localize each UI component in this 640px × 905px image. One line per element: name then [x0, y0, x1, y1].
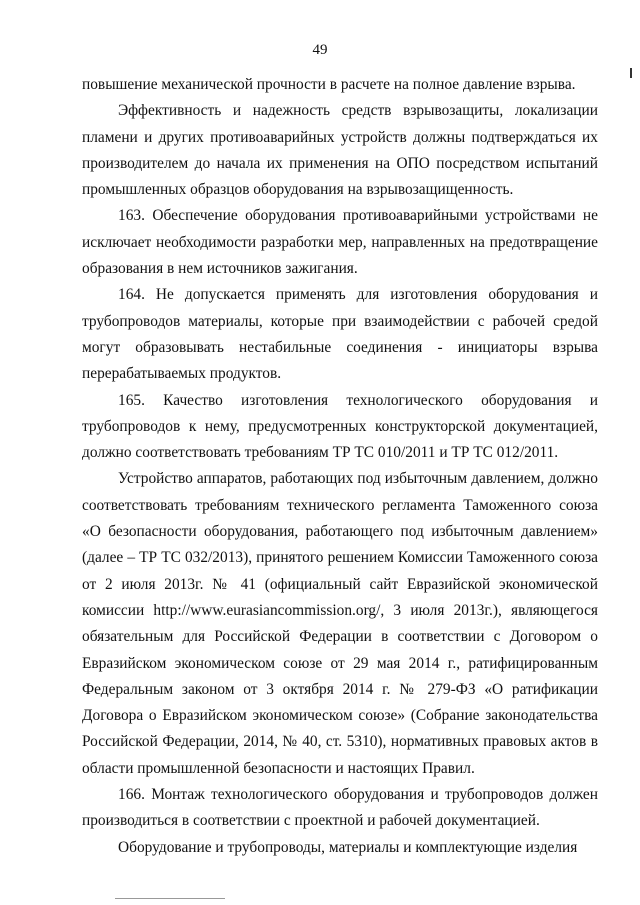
page-number: 49 [312, 42, 328, 58]
paragraph-pressure-vessels: Устройство аппаратов, работающих под избыточным давлением, должно соответствовать требованиям технического регламента Таможенного союза «О безопасности оборудования, работающего под избыточным давлением» (далее – ТР ТС 032/2013), принятого решением Комиссии Таможенного союза от 2 июля 2013г. № 41 (официальный сайт Евразийской экономической комиссии http://www.eurasiancommission.org/, 3 июля 2013г.), являющегося обязательным для Российской Федерации в соответствии с Договором о Евразийском экономическом союзе от 29 мая 2014 г., ратифицированным Федеральным законом от 3 октября 2014 г. № 279-ФЗ «О ратификации Договора о Евразийском экономическом союзе» (Собрание законодательства Российской Федерации, 2014, № 40, ст. 5310), нормативных правовых актов в области промышленной безопасности и настоящих Правил. [82, 470, 598, 777]
scan-mark-right [630, 68, 632, 78]
paragraph-explosion-protection: Эффективность и надежность средств взрывозащиты, локализации пламени и других противоаварийных устройств должны подтверждаться их производителем до начала их применения на ОПО посредством испытаний промышленных образцов оборудования на взрывозащищенность. [82, 102, 598, 199]
scan-mark-bottom [115, 898, 225, 899]
paragraph-166: 166. Монтаж технологического оборудования и трубопроводов должен производиться в соответствии с проектной и рабочей документацией. [82, 786, 598, 830]
paragraph-continuation: повышение механической прочности в расчете на полное давление взрыва. [82, 76, 576, 93]
paragraph-equipment-materials: Оборудование и трубопроводы, материалы и комплектующие изделия [118, 838, 578, 856]
paragraph-163: 163. Обеспечение оборудования противоаварийными устройствами не исключает необходимости разработки мер, направленных на предотвращение образования в нем источников зажигания. [82, 207, 598, 278]
paragraph-164: 164. Не допускается применять для изготовления оборудования и трубопроводов материалы, которые при взаимодействии с рабочей средой могут образовывать нестабильные соединения - инициаторы взрыва перерабатываемых продуктов. [82, 286, 598, 383]
paragraph-165: 165. Качество изготовления технологического оборудования и трубопроводов к нему, предусмотренных конструкторской документацией, должно соответствовать требованиям ТР ТС 010/2011 и ТР ТС 012/2011. [82, 391, 598, 462]
body-text [82, 72, 598, 861]
